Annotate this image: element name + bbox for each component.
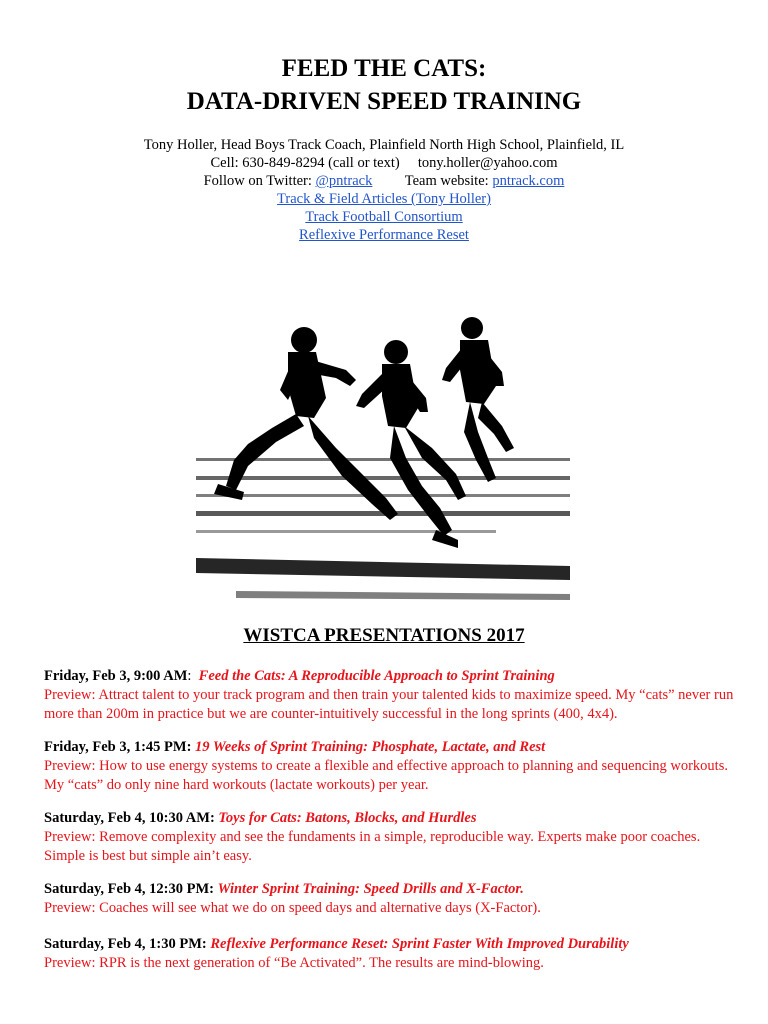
session-2 <box>44 738 744 795</box>
session-time: Friday, Feb 3, 9:00 AM <box>44 668 188 684</box>
articles-link[interactable]: Track & Field Articles (Tony Holler) <box>277 191 491 207</box>
session-1: Friday, Feb 3, 9:00 AM: Feed the Cats: A Reproducible Approach to Sprint Training Preview: Attract talent to your track program and then train your talented kids to maximize speed. My “cats” never run more than 200m in practice but we are counter-intuitively successful in the long sprints (400, 4x4). <box>44 668 734 722</box>
session-time: Saturday, Feb 4, 10:30 AM: <box>44 810 215 826</box>
twitter-label: Follow on Twitter: <box>203 173 316 189</box>
session-title: Toys for Cats: Batons, Blocks, and Hurdles <box>218 810 477 826</box>
rpr-link[interactable]: Reflexive Performance Reset <box>299 227 469 243</box>
session-preview: Preview: Coaches will see what we do on speed days and alternative days (X-Factor). <box>44 900 541 916</box>
website-link[interactable]: pntrack.com <box>492 173 565 189</box>
session-title: 19 Weeks of Sprint Training: Phosphate, Lactate, and Rest <box>195 739 546 755</box>
social-line <box>0 172 768 190</box>
session-preview: Preview: RPR is the next generation of “Be Activated”. The results are mind-blowing. <box>44 955 544 971</box>
website-label: Team website: <box>404 173 493 189</box>
session-preview: Preview: How to use energy systems to create a flexible and effective approach to planning and sequencing workouts. My “cats” do only nine hard workouts (lactate workouts) per year. <box>44 758 728 793</box>
section-title: WISTCA PRESENTATIONS 2017 <box>243 625 525 646</box>
twitter-link[interactable]: @pntrack <box>315 173 373 189</box>
email-address: tony.holler@yahoo.com <box>417 155 558 171</box>
consortium-link[interactable]: Track Football Consortium <box>305 209 463 225</box>
title-line-1: FEED THE CATS: <box>281 55 487 82</box>
title-line-2: DATA-DRIVEN SPEED TRAINING <box>186 88 582 115</box>
session-time: Saturday, Feb 4, 1:30 PM: <box>44 936 207 952</box>
author-line: Tony Holler, Head Boys Track Coach, Plainfield North High School, Plainfield, IL <box>143 137 625 153</box>
session-title: Winter Sprint Training: Speed Drills and X-Factor. <box>217 881 524 897</box>
session-time: Friday, Feb 3, 1:45 PM: <box>44 739 192 755</box>
session-title: Reflexive Performance Reset: Sprint Faster With Improved Durability <box>210 936 629 952</box>
session-time: Saturday, Feb 4, 12:30 PM: <box>44 881 214 897</box>
contact-line <box>0 154 768 172</box>
session-preview: Preview: Remove complexity and see the fundaments in a simple, reproducible way. Experts make poor coaches. Simple is best but simple ain’t easy. <box>44 829 701 864</box>
session-title: Feed the Cats: A Reproducible Approach to Sprint Training <box>198 668 555 684</box>
session-preview: Preview: Attract talent to your track program and then train your talented kids to maximize speed. My “cats” never run more than 200m in practice but we are counter-intuitively successful in the long sprints (400, 4x4). <box>44 687 734 722</box>
session-5 <box>44 935 744 973</box>
session-4 <box>44 880 744 918</box>
session-3 <box>44 809 744 866</box>
cell-number: Cell: 630-849-8294 (call or text) <box>210 155 400 171</box>
sprinters-photo <box>196 308 570 610</box>
